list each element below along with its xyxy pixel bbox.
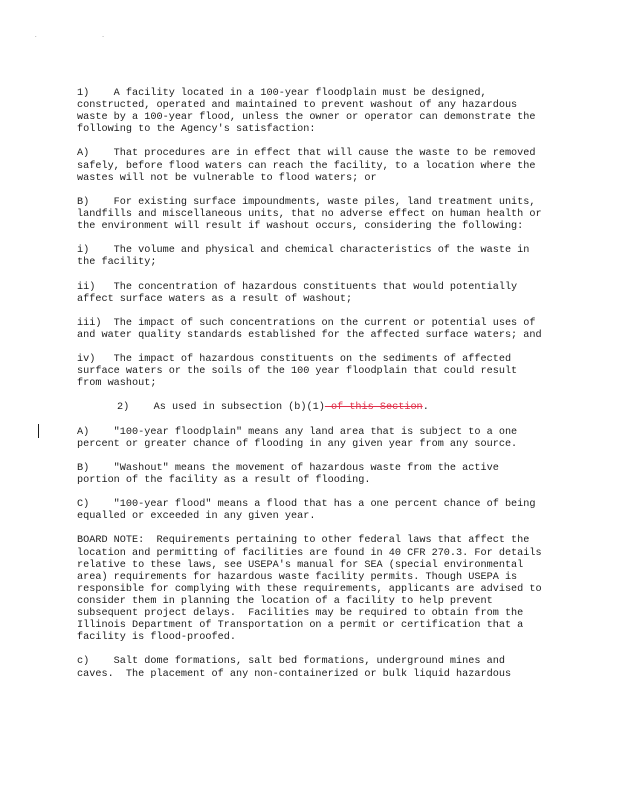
deleted-text: of this Section xyxy=(324,402,423,414)
paragraph-2-text: 2) As used in subsection (b)(1) xyxy=(117,402,325,414)
paragraph-1-b-i: i) The volume and physical and chemical characteristics of the waste in the facility; xyxy=(77,245,536,269)
paragraph-2-end: . xyxy=(422,402,429,414)
paragraph-1-b-ii: ii) The concentration of hazardous constituents that would potentially affect surface waters as a result of washout; xyxy=(77,281,524,305)
definition-a: A) "100-year floodplain" means any land area that is subject to a one percent or greater chance of flooding in any given year from any source. xyxy=(77,426,524,450)
board-note: BOARD NOTE: Requirements pertaining to other federal laws that affect the location and permitting of facilities are found in 40 CFR 270.3. For details relative to these laws, see USEPA's manual for SEA (special environmental area) requirements for hazardous waste facility permits. Though USEPA is responsible for complying with these requirements, applicants are advised to consider them in planning the location of a facility to help prevent subsequent project delays. Facilities may be required to obtain from the Illinois Department of Transportation on a permit or certification that a facility is flood-proofed. xyxy=(77,535,548,644)
revision-change-bar xyxy=(38,424,39,438)
paragraph-1: 1) A facility located in a 100-year floodplain must be designed, constructed, operated and maintained to prevent washout of any hazardous waste by a 100-year flood, unless the owner or operator can demonstrate the following to the Agency's satisfaction: xyxy=(77,88,542,136)
paragraph-1-a: A) That procedures are in effect that will cause the waste to be removed safely, before flood waters can reach the facility, to a location where the wastes will not be vulnerable to flood waters; or xyxy=(77,148,542,184)
paragraph-2 xyxy=(77,402,547,414)
paragraph-1-b-iii: iii) The impact of such concentrations on the current or potential uses of and water quality standards established for the affected surface waters; and xyxy=(77,317,542,341)
definition-b: B) "Washout" means the movement of hazardous waste from the active portion of the facility as a result of flooding. xyxy=(77,462,505,486)
paragraph-c: c) Salt dome formations, salt bed formations, underground mines and caves. The placement of any non-containerized or bulk liquid hazardous xyxy=(77,656,512,680)
document-body xyxy=(77,88,547,693)
paragraph-1-b-iv: iv) The impact of hazardous constituents on the sediments of affected surface waters or the soils of the 100 year floodplain that could result from washout; xyxy=(77,354,524,390)
definition-c: C) "100-year flood" means a flood that has a one percent chance of being equalled or exceeded in any given year. xyxy=(77,499,542,523)
paragraph-1-b: B) For existing surface impoundments, waste piles, land treatment units, landfills and miscellaneous units, that no adverse effect on human health or the environment will result if washout occurs, considering the following: xyxy=(77,196,548,233)
scan-specks: . . xyxy=(34,32,135,39)
